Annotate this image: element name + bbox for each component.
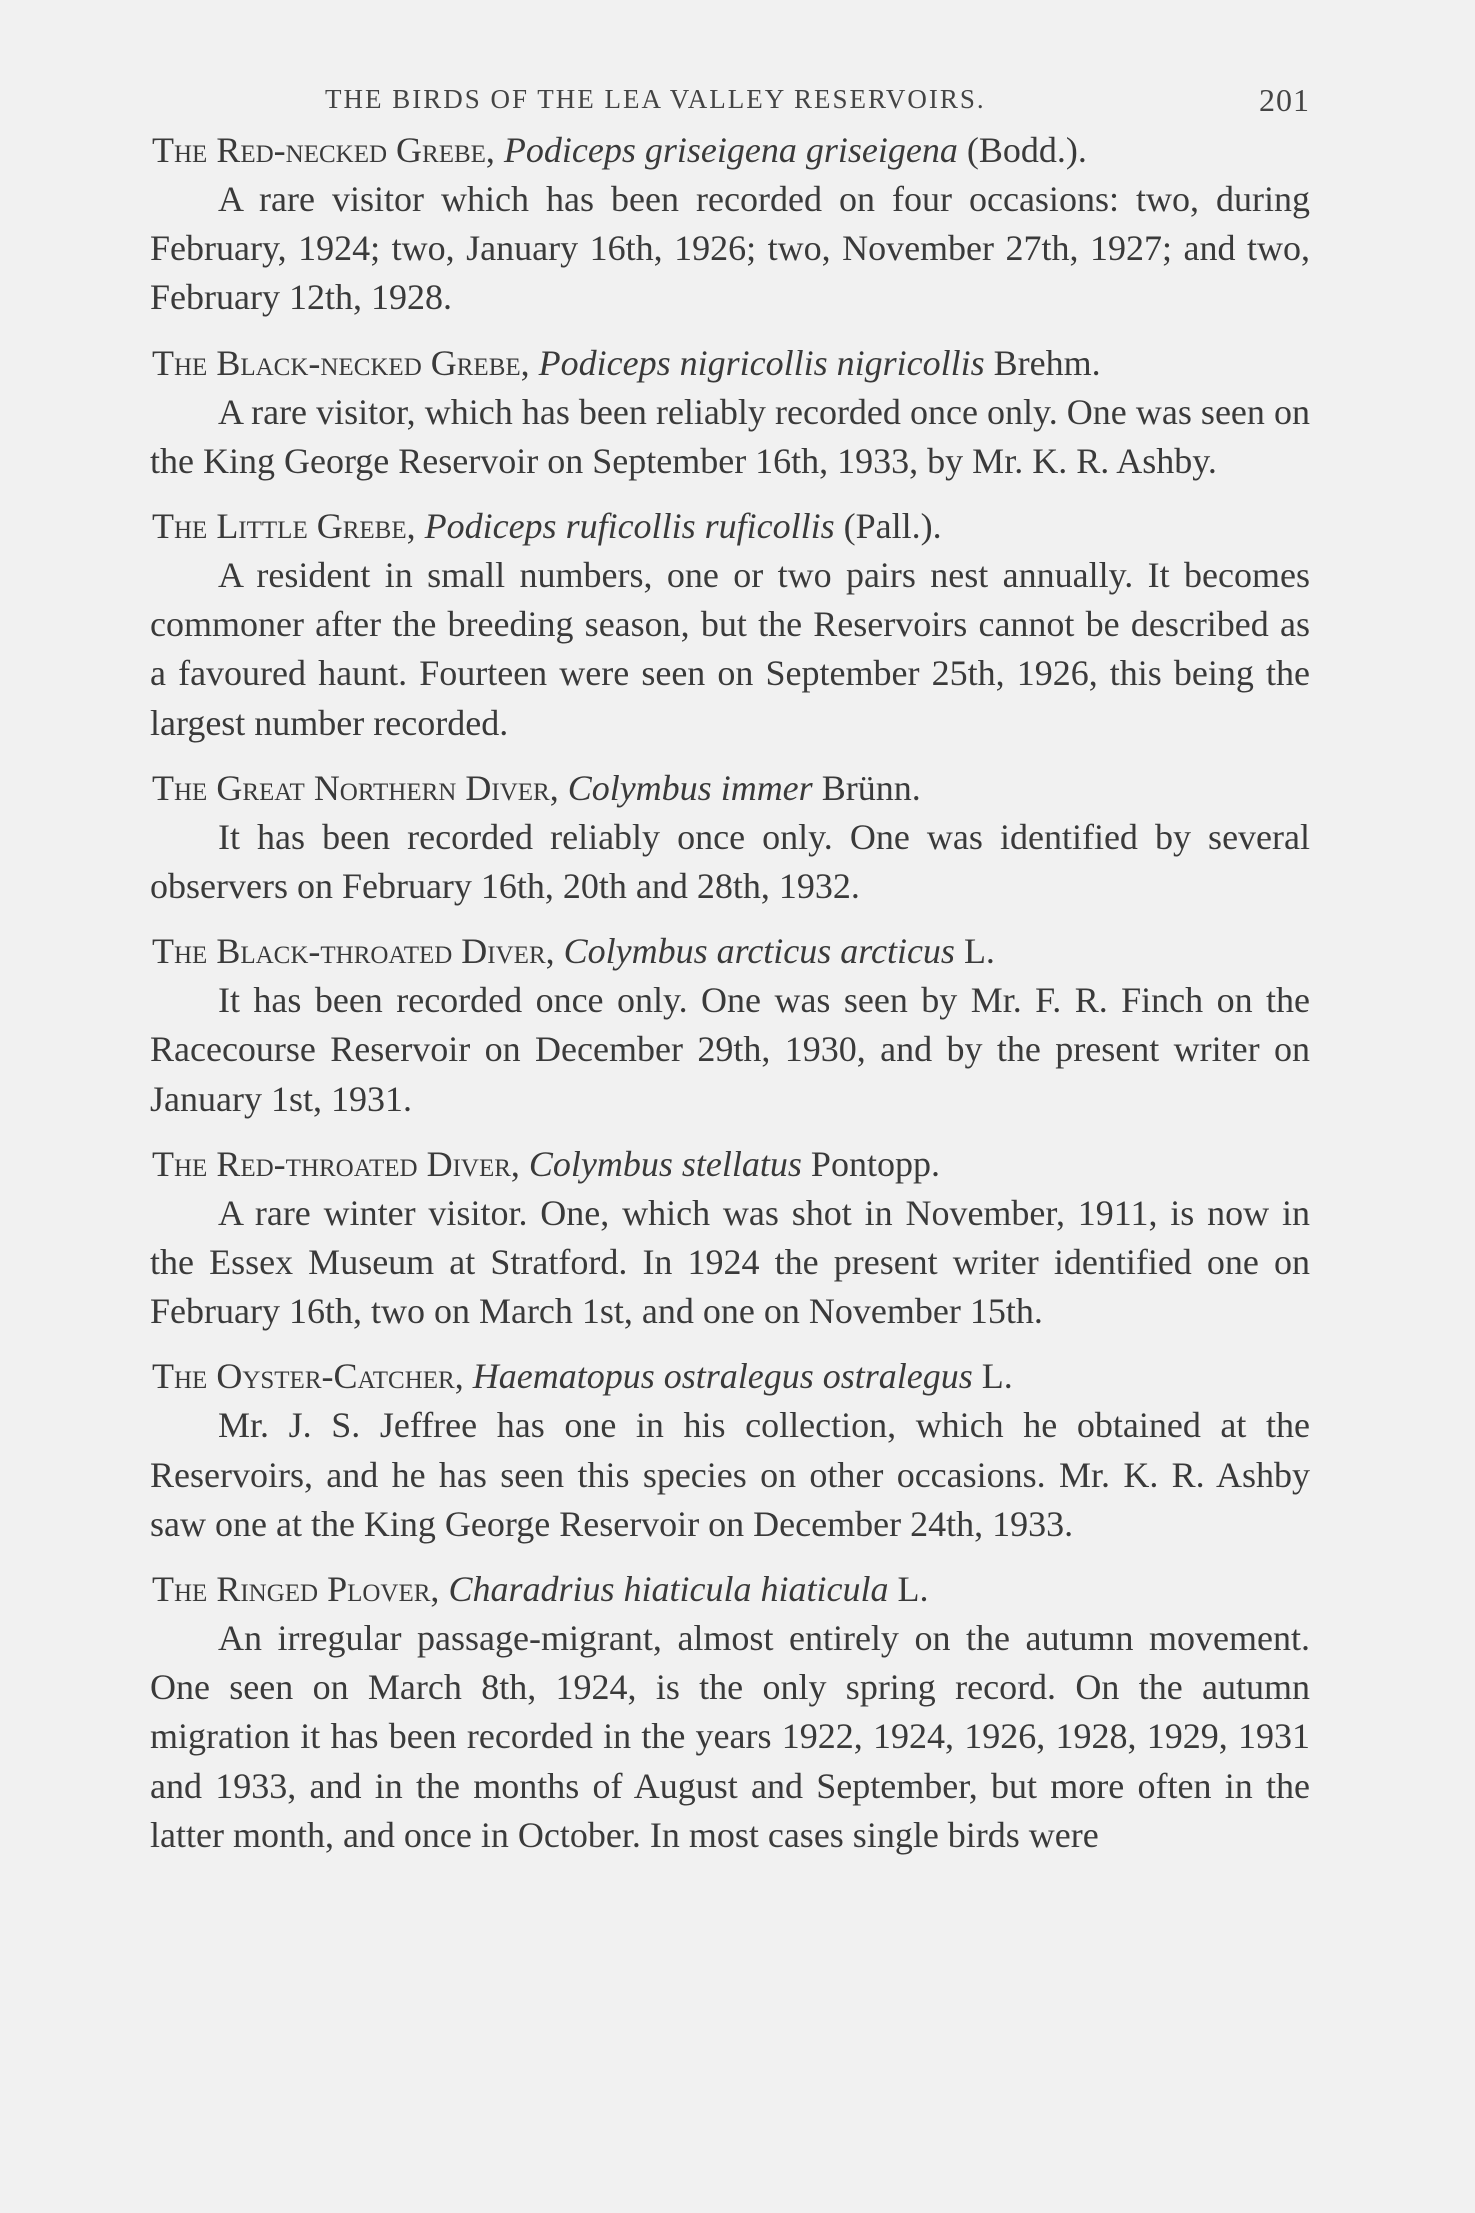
authority: (Pall.). bbox=[843, 506, 942, 547]
species-entry bbox=[150, 927, 1310, 1124]
authority: L. bbox=[963, 931, 995, 972]
species-heading bbox=[152, 1352, 1310, 1400]
latin-name: Colymbus arcticus arcticus bbox=[563, 931, 955, 972]
authority: Brünn. bbox=[821, 767, 921, 808]
species-text: Mr. J. S. Jeffree has one in his collection, which he obtained at the Reservoirs, and he has seen this species on other occasions. Mr. K. R. Ashby saw one at the King George Reservoir on December 24th, 1933. bbox=[150, 1405, 1310, 1544]
common-name: The Little Grebe, bbox=[152, 506, 416, 547]
species-entry bbox=[150, 502, 1310, 748]
species-entry bbox=[150, 1352, 1310, 1549]
species-heading bbox=[152, 927, 1310, 975]
species-entry bbox=[150, 126, 1310, 323]
common-name: The Ringed Plover, bbox=[152, 1569, 440, 1610]
authority: L. bbox=[897, 1569, 929, 1610]
authority: Brehm. bbox=[993, 342, 1101, 383]
latin-name: Haematopus ostralegus ostralegus bbox=[472, 1356, 973, 1397]
species-text: It has been recorded once only. One was seen by Mr. F. R. Finch on the Racecourse Reservoir on December 29th, 1930, and by the present writer on January 1st, 1931. bbox=[150, 980, 1310, 1119]
latin-name: Charadrius hiaticula hiaticula bbox=[448, 1569, 889, 1610]
common-name: The Black-necked Grebe, bbox=[152, 342, 530, 383]
common-name: The Black-throated Diver, bbox=[152, 931, 555, 972]
species-heading bbox=[152, 1565, 1310, 1613]
common-name: The Red-necked Grebe, bbox=[152, 130, 495, 170]
authority: Pontopp. bbox=[810, 1143, 940, 1184]
authority: L. bbox=[981, 1356, 1013, 1397]
common-name: The Oyster-Catcher, bbox=[152, 1356, 464, 1397]
common-name: The Red-throated Diver, bbox=[152, 1143, 520, 1184]
running-head bbox=[150, 80, 1310, 126]
species-heading bbox=[152, 502, 1310, 550]
species-heading bbox=[152, 339, 1310, 387]
species-text: A resident in small numbers, one or two pairs nest annually. It becomes commoner after the breeding season, but the Reservoirs cannot be described as a favoured haunt. Fourteen were seen on September 25th, 1926, this being the largest number recorded. bbox=[150, 555, 1310, 743]
species-heading bbox=[152, 1140, 1310, 1188]
species-entry bbox=[150, 339, 1310, 486]
species-text: A rare winter visitor. One, which was shot in November, 1911, is now in the Essex Museum at Stratford. In 1924 the present writer identified one on February 16th, two on March 1st, and one on November 15th. bbox=[150, 1192, 1310, 1332]
latin-name: Colymbus immer bbox=[567, 767, 813, 808]
common-name: The Great Northern Diver, bbox=[152, 767, 559, 808]
species-text: A rare visitor which has been recorded on four occasions: two, during February, 1924; two, January 16th, 1926; two, November 27th, 1927; and two, February 12th, 1928. bbox=[150, 179, 1310, 318]
latin-name: Podiceps nigricollis nigricollis bbox=[538, 342, 985, 383]
latin-name: Podiceps ruficollis ruficollis bbox=[424, 506, 835, 547]
page-number: 201 bbox=[1259, 82, 1310, 118]
species-text: An irregular passage-migrant, almost entirely on the autumn movement. One seen on March 8th, 1924, is the only spring record. On the autumn migration it has been recorded in the years 1922, 1924, 1926, 1928, 1929, 1931 and 1933, and in the months of August and September, but more often in the latter month, and once in October. In most cases single birds were bbox=[150, 1618, 1310, 1855]
species-text: A rare visitor, which has been reliably recorded once only. One was seen on the King George Reservoir on September 16th, 1933, by Mr. K. R. Ashby. bbox=[150, 391, 1310, 481]
authority: (Bodd.). bbox=[966, 130, 1087, 170]
species-heading bbox=[152, 126, 1310, 174]
running-title: THE BIRDS OF THE LEA VALLEY RESERVOIRS. bbox=[325, 84, 986, 114]
species-entry bbox=[150, 1565, 1310, 1860]
book-page bbox=[150, 80, 1310, 1876]
species-entry bbox=[150, 1140, 1310, 1337]
species-text: It has been recorded reliably once only. One was identified by several observers on February 16th, 20th and 28th, 1932. bbox=[150, 816, 1310, 907]
latin-name: Podiceps griseigena griseigena bbox=[503, 130, 958, 170]
species-entry bbox=[150, 764, 1310, 911]
species-heading bbox=[152, 764, 1310, 812]
latin-name: Colymbus stellatus bbox=[528, 1143, 802, 1184]
